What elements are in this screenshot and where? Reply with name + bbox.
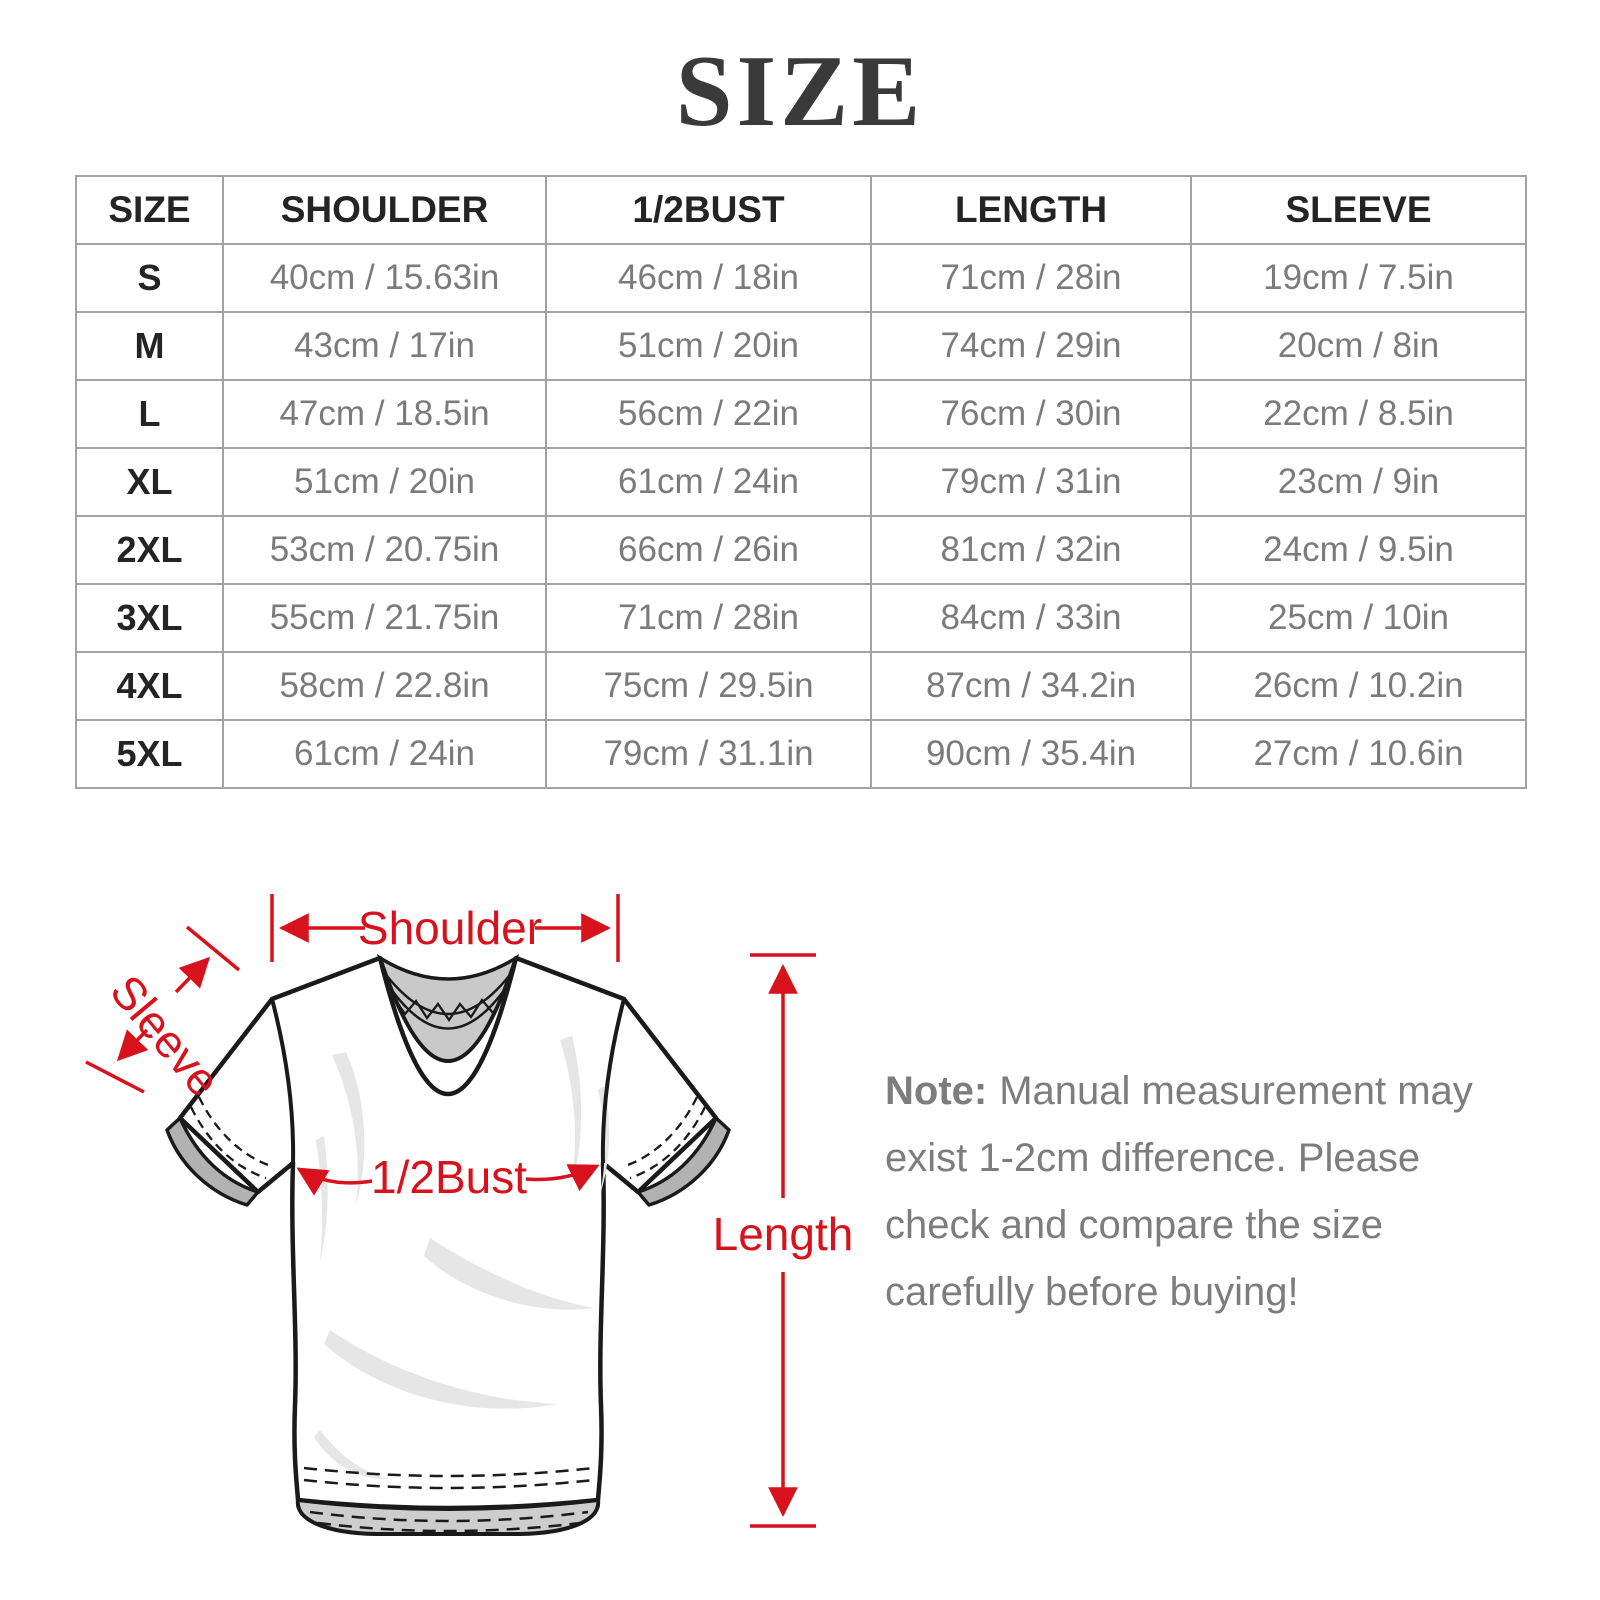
table-header-row xyxy=(76,176,1526,244)
page-title: SIZE xyxy=(675,35,925,148)
column-header-bust: 1/2BUST xyxy=(546,176,871,244)
bust-value: 46cm / 18in xyxy=(546,244,871,312)
shoulder-value: 43cm / 17in xyxy=(223,312,546,380)
length-value: 81cm / 32in xyxy=(871,516,1191,584)
length-value: 76cm / 30in xyxy=(871,380,1191,448)
length-value: 90cm / 35.4in xyxy=(871,720,1191,788)
note-text xyxy=(885,1058,1505,1326)
bust-value: 75cm / 29.5in xyxy=(546,652,871,720)
sleeve-value: 20cm / 8in xyxy=(1191,312,1526,380)
size-label: S xyxy=(76,244,223,312)
table-row xyxy=(76,584,1526,652)
table-row xyxy=(76,448,1526,516)
shoulder-value: 53cm / 20.75in xyxy=(223,516,546,584)
note-line xyxy=(885,1058,1505,1125)
size-label: 2XL xyxy=(76,516,223,584)
bust-value: 61cm / 24in xyxy=(546,448,871,516)
shoulder-label: Shoulder xyxy=(357,902,543,954)
size-label: 4XL xyxy=(76,652,223,720)
size-label: XL xyxy=(76,448,223,516)
sleeve-value: 23cm / 9in xyxy=(1191,448,1526,516)
table-row xyxy=(76,720,1526,788)
shoulder-value: 47cm / 18.5in xyxy=(223,380,546,448)
note-line: carefully before buying! xyxy=(885,1270,1299,1314)
sleeve-value: 19cm / 7.5in xyxy=(1191,244,1526,312)
shoulder-value: 55cm / 21.75in xyxy=(223,584,546,652)
length-value: 79cm / 31in xyxy=(871,448,1191,516)
sleeve-value: 25cm / 10in xyxy=(1191,584,1526,652)
note-line-text: Manual measurement may xyxy=(999,1069,1473,1113)
note-label: Note: xyxy=(885,1069,988,1113)
bust-value: 71cm / 28in xyxy=(546,584,871,652)
bust-value: 66cm / 26in xyxy=(546,516,871,584)
column-header-length: LENGTH xyxy=(871,176,1191,244)
note-line: exist 1-2cm difference. Please xyxy=(885,1136,1421,1180)
shoulder-value: 51cm / 20in xyxy=(223,448,546,516)
sleeve-value: 22cm / 8.5in xyxy=(1191,380,1526,448)
bust-value: 56cm / 22in xyxy=(546,380,871,448)
column-header-shoulder: SHOULDER xyxy=(223,176,546,244)
size-label: M xyxy=(76,312,223,380)
table-row xyxy=(76,652,1526,720)
size-label: 3XL xyxy=(76,584,223,652)
column-header-size: SIZE xyxy=(76,176,223,244)
length-label: Length xyxy=(712,1208,854,1260)
shoulder-value: 61cm / 24in xyxy=(223,720,546,788)
column-header-sleeve: SLEEVE xyxy=(1191,176,1526,244)
note-line: check and compare the size xyxy=(885,1203,1384,1247)
sleeve-label: Sleeve xyxy=(100,965,231,1107)
table-row xyxy=(76,516,1526,584)
table-row xyxy=(76,312,1526,380)
size-label: 5XL xyxy=(76,720,223,788)
bust-value: 51cm / 20in xyxy=(546,312,871,380)
sleeve-value: 24cm / 9.5in xyxy=(1191,516,1526,584)
size-label: L xyxy=(76,380,223,448)
bust-label: 1/2Bust xyxy=(371,1151,527,1203)
table-row xyxy=(76,244,1526,312)
tshirt-illustration xyxy=(167,958,729,1534)
bust-value: 79cm / 31.1in xyxy=(546,720,871,788)
size-table xyxy=(75,175,1527,789)
shoulder-value: 40cm / 15.63in xyxy=(223,244,546,312)
length-value: 74cm / 29in xyxy=(871,312,1191,380)
length-value: 71cm / 28in xyxy=(871,244,1191,312)
sleeve-value: 27cm / 10.6in xyxy=(1191,720,1526,788)
table-row xyxy=(76,380,1526,448)
shoulder-value: 58cm / 22.8in xyxy=(223,652,546,720)
length-value: 84cm / 33in xyxy=(871,584,1191,652)
sleeve-value: 26cm / 10.2in xyxy=(1191,652,1526,720)
length-value: 87cm / 34.2in xyxy=(871,652,1191,720)
